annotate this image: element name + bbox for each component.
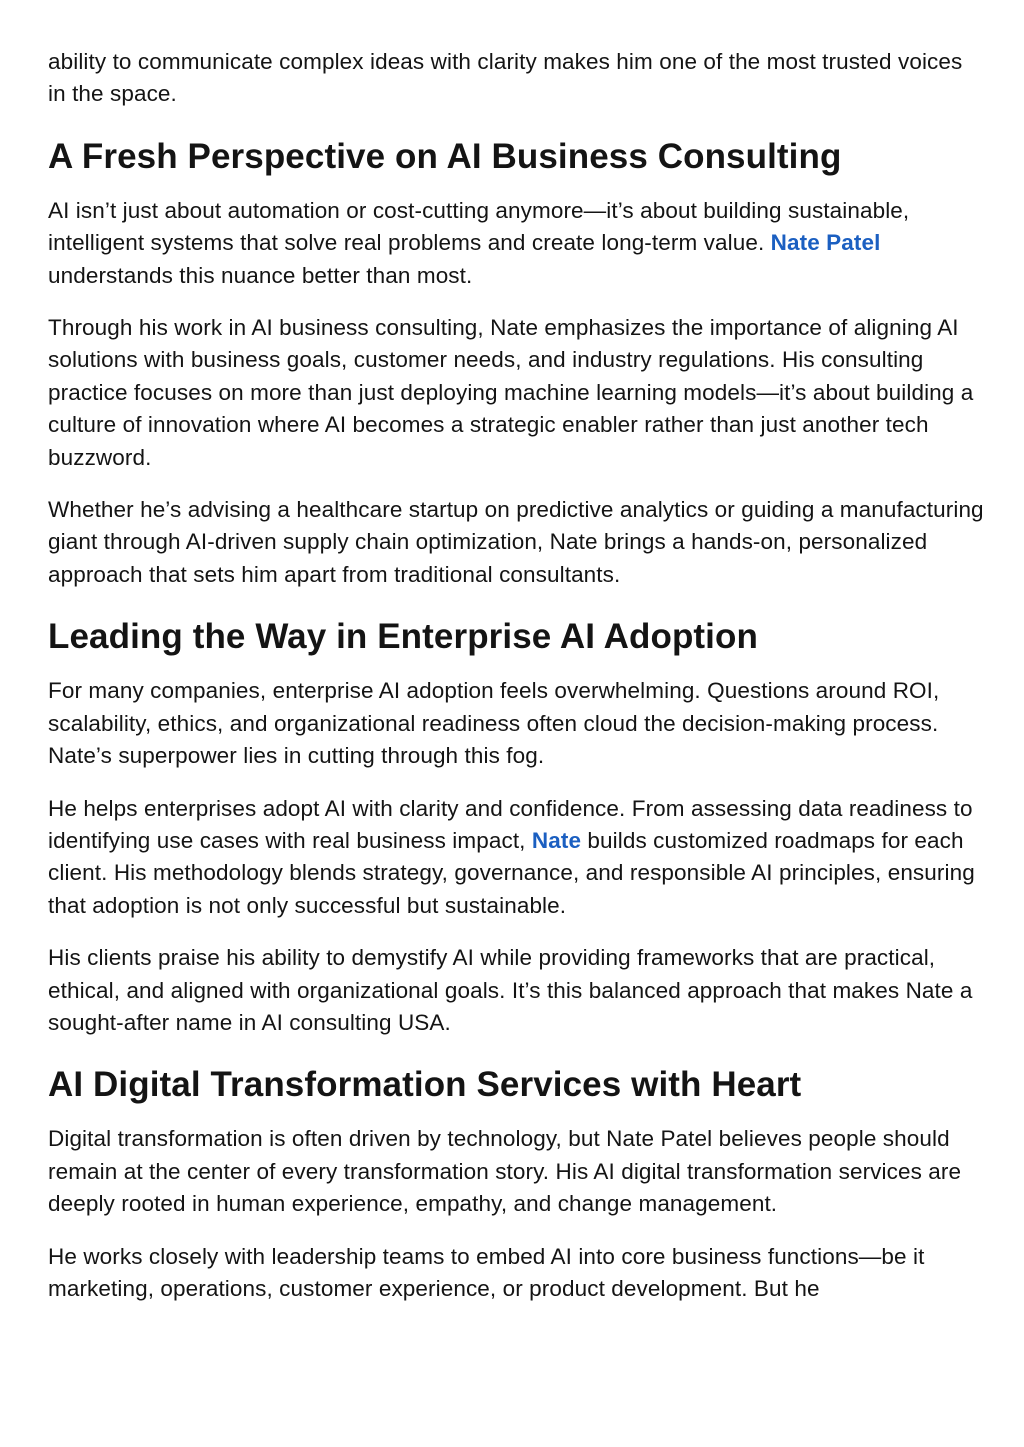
section-paragraph: For many companies, enterprise AI adoption feels overwhelming. Questions around ROI, scalability, ethics, and organizational readiness often cloud the decision-making process. Nate’s superpower lies in cutting through this fog.	[48, 678, 940, 769]
paragraph-text: AI isn’t just about automation or cost-cutting anymore—it’s about building sustainable, intelligent systems that solve real problems and create long-term value.	[48, 197, 910, 256]
paragraph-text: builds customized roadmaps for each client. His methodology blends strategy, governance, and responsible AI principles, ensuring that adoption is not only successful but sustainable.	[48, 827, 975, 918]
paragraph-text: He helps enterprises adopt AI with clarity and confidence. From assessing data readiness to identifying use cases with real business impact,	[48, 795, 973, 853]
section-enterprise-ai-adoption	[48, 615, 984, 1039]
section-paragraph: Whether he’s advising a healthcare startup on predictive analytics or guiding a manufacturing giant through AI-driven supply chain optimization, Nate brings a hands-on, personalized approach that sets him apart from traditional consultants.	[48, 497, 984, 587]
section-paragraph: He works closely with leadership teams to embed AI into core business functions—be it marketing, operations, customer experience, or product development. But he	[48, 1243, 925, 1301]
nate-patel-link[interactable]: Nate Patel	[770, 230, 881, 256]
section-paragraph	[48, 793, 984, 923]
section-ai-business-consulting	[48, 135, 984, 591]
section-ai-digital-transformation	[48, 1063, 984, 1305]
section-paragraph: Through his work in AI business consulting, Nate emphasizes the importance of aligning AI solutions with business goals, customer needs, and industry regulations. His consulting practice focuses on more than just deploying machine learning models—it’s about building a culture of innovation where AI becomes a strategic enabler rather than just another tech buzzword.	[48, 315, 974, 470]
section-heading: Leading the Way in Enterprise AI Adoption	[48, 617, 758, 657]
section-heading: A Fresh Perspective on AI Business Consulting	[48, 136, 842, 176]
section-heading: AI Digital Transformation Services with Heart	[48, 1065, 802, 1105]
nate-link[interactable]: Nate	[531, 827, 582, 853]
section-paragraph	[48, 195, 984, 292]
section-paragraph: His clients praise his ability to demystify AI while providing frameworks that are practical, ethical, and aligned with organizational goals. It’s this balanced approach that makes Nate a sought-after name in AI consulting USA.	[48, 945, 973, 1035]
paragraph-text: understands this nuance better than most.	[48, 262, 473, 288]
section-paragraph: Digital transformation is often driven by technology, but Nate Patel believes people should remain at the center of every transformation story. His AI digital transformation services are deeply rooted in human experience, empathy, and change management.	[48, 1126, 962, 1217]
intro-paragraph: ability to communicate complex ideas with clarity makes him one of the most trusted voices in the space.	[48, 49, 963, 107]
